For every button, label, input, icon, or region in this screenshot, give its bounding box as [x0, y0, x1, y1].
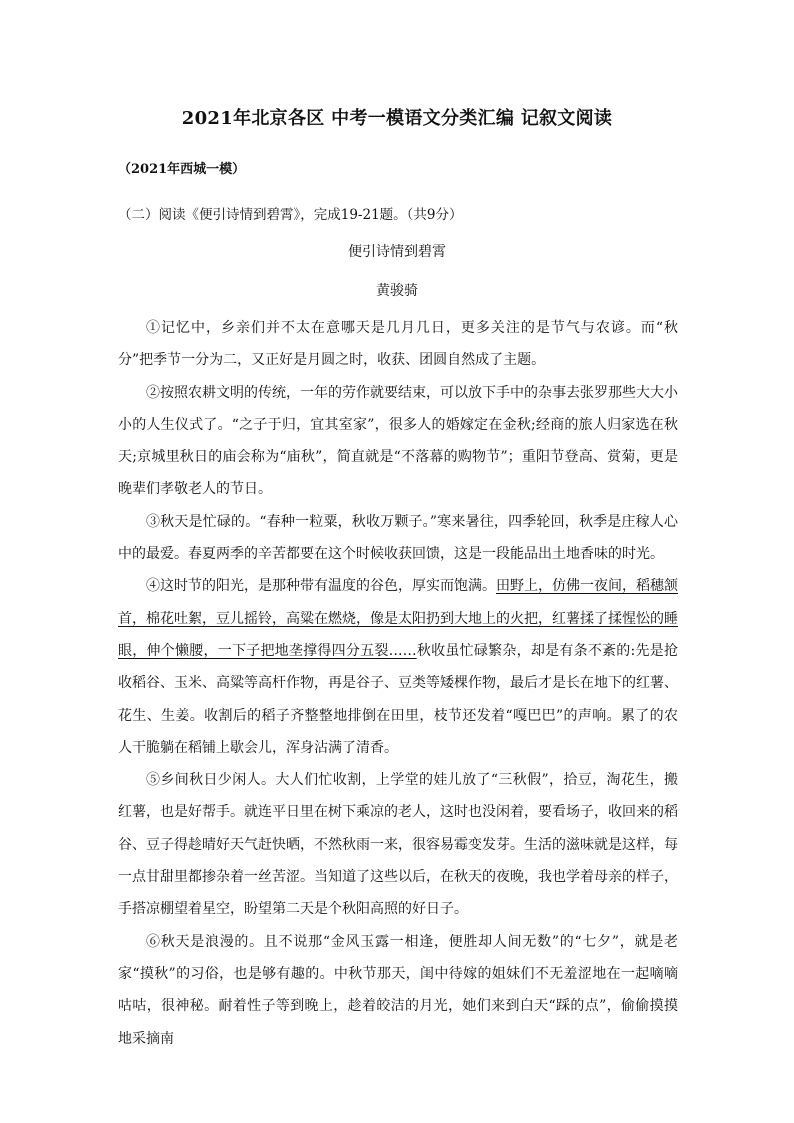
paragraph-4-rest: 秋收虽忙碌繁杂，却是有条不紊的:先是抢收稻谷、玉米、高粱等高杆作物，再是谷子、豆类等矮棵作物，最后才是长在地下的红薯、花生、生姜。收割后的稻子齐整整地排倒在田里，枝节还发着“嘎巴巴”的声响。累了的农人干脆躺在稻铺上歇会儿，浑身沾满了清香。 — [118, 642, 678, 756]
paragraph-4-lead: ④这时节的阳光，是那种带有温度的谷色，厚实而饱满。 — [146, 578, 496, 595]
underlined-sentence: 田野上，仿佛一夜间，稻穗颔首，棉花吐絮，豆儿摇铃，高粱在燃烧，像是太阳扔到大地上的火把，红薯揉了揉惺忪的睡眼，伸个懒腰，一下子把地垄撑得四分五裂…… — [118, 578, 678, 659]
paragraph-2: ②按照农耕文明的传统，一年的劳作就要结束，可以放下手中的杂事去张罗那些大大小小的人生仪式了。“之子于归，宜其室家”，很多人的婚嫁定在金秋;经商的旅人归家选在秋天;京城里秋日的庙会称为“庙秋”，简直就是“不落幕的购物节”；重阳节登高、赏菊，更是晚辈们孝敬老人的节日。 — [118, 384, 678, 498]
paragraph-1: ①记忆中，乡亲们并不太在意哪天是几月几日，更多关注的是节气与农谚。而“秋分”把季节一分为二，又正好是月圆之时，收获、团圆自然成了主题。 — [118, 320, 678, 369]
document-title: 2021年北京各区 中考一模语文分类汇编 记叙文阅读 — [181, 108, 613, 129]
paragraph-6: ⑥秋天是浪漫的。且不说那“金风玉露一相逢，便胜却人间无数”的“七夕”，就是老家“摸秋”的习俗，也是够有趣的。中秋节那天，闺中待嫁的姐妹们不无羞涩地在一起嘀嘀咕咕，很神秘。耐着性子等到晚上，趁着皎洁的月光，她们来到白天“踩的点”，偷偷摸摸地采摘南 — [118, 933, 678, 1047]
passage-title: 便引诗情到碧霄 — [348, 244, 446, 260]
passage-author: 黄骏骑 — [376, 283, 418, 299]
exam-source-label: （2021年西城一模） — [118, 162, 246, 177]
question-intro: （二）阅读《便引诗情到碧霄》，完成19-21题。（共9分） — [118, 207, 463, 223]
paragraph-4 — [118, 570, 678, 764]
paragraph-5: ⑤乡间秋日少闲人。大人们忙收割，上学堂的娃儿放了“三秋假”，拾豆，淘花生，搬红薯，也是好帮手。就连平日里在树下乘凉的老人，这时也没闲着，要看场子，收回来的稻谷、豆子得趁晴好天气赶快晒，不然秋雨一来，很容易霉变发芽。生活的滋味就是这样，每一点甘甜里都掺杂着一丝苦涩。当知道了这些以后，在秋天的夜晚，我也学着母亲的样子，手搭凉棚望着星空，盼望第二天是个秋阳高照的好日子。 — [118, 772, 678, 918]
passage-body — [118, 312, 678, 1055]
paragraph-3: ③秋天是忙碌的。“春种一粒粟，秋收万颗子。”寒来暑往，四季轮回，秋季是庄稼人心中的最爱。春夏两季的辛苦都要在这个时候收获回馈，这是一段能品出土地香味的时光。 — [118, 513, 678, 563]
